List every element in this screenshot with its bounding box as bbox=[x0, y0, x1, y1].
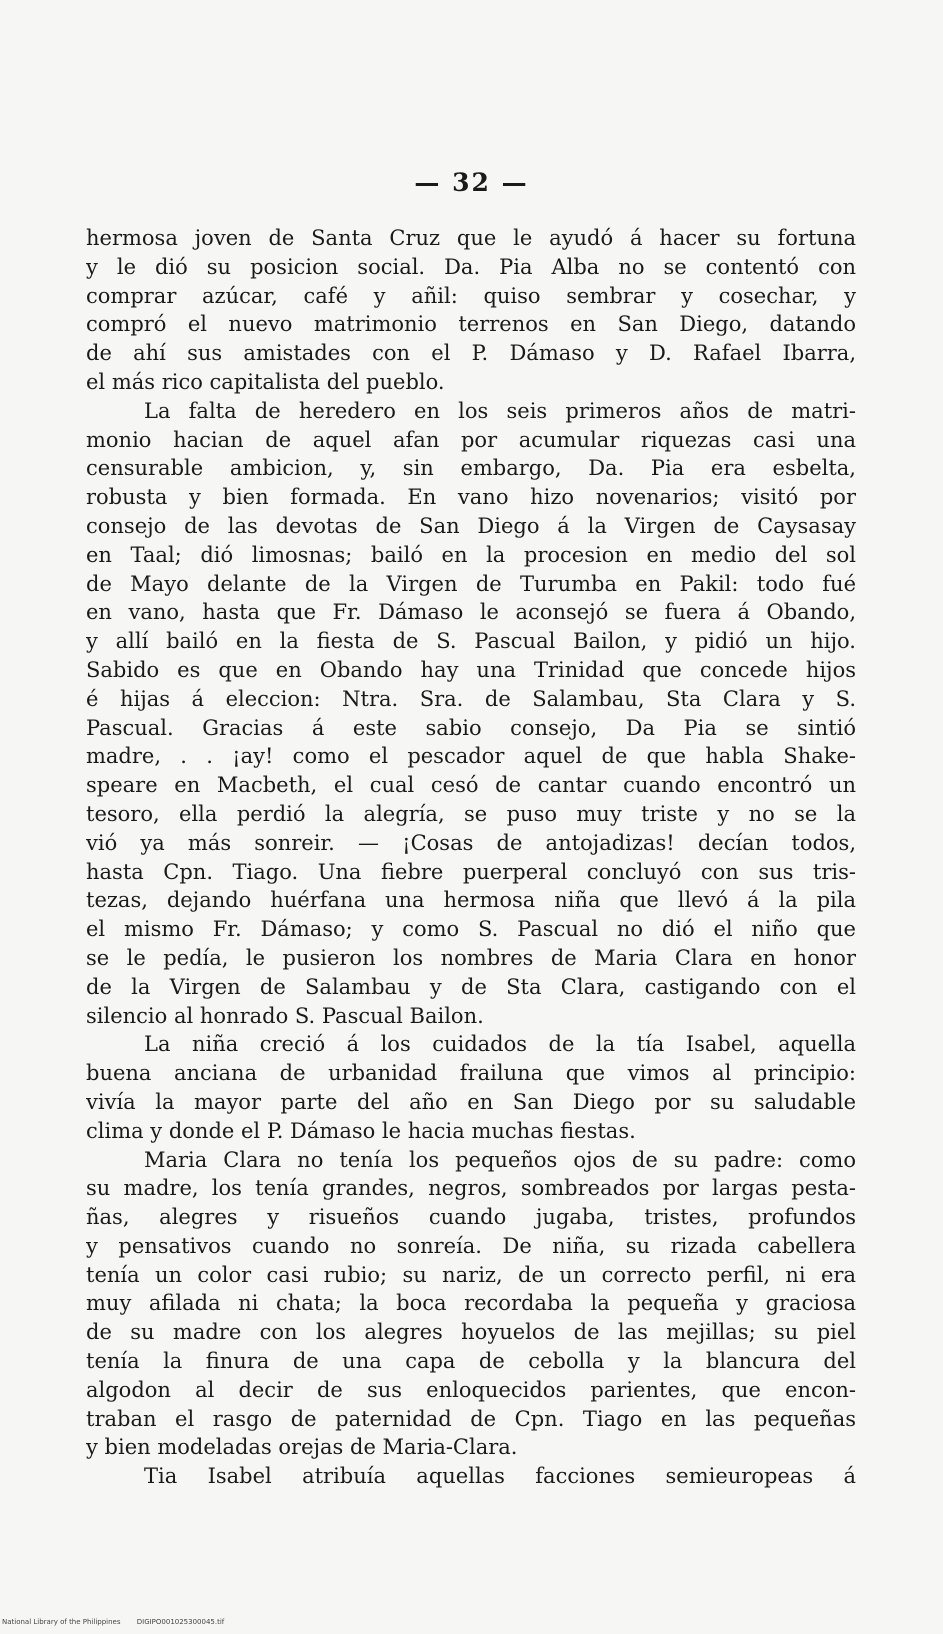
text-line: La falta de heredero en los seis primeros años de matri- bbox=[144, 398, 856, 423]
text-line: madre, . . ¡ay! como el pescador aquel de que habla Shake- bbox=[86, 744, 856, 769]
text-line: el más rico capitalista del pueblo. bbox=[86, 369, 445, 394]
text-line: tesoro, ella perdió la alegría, se puso muy triste y no se la bbox=[86, 801, 856, 826]
text-line: traban el rasgo de paternidad de Cpn. Tiago en las pequeñas bbox=[86, 1406, 856, 1431]
text-line: compró el nuevo matrimonio terrenos en San Diego, datando bbox=[86, 312, 856, 337]
text-line: y pensativos cuando no sonreía. De niña, su rizada cabellera bbox=[86, 1233, 856, 1258]
text-line: comprar azúcar, café y añil: quiso sembrar y cosechar, y bbox=[86, 283, 856, 308]
file-code: DIGIPO001025300045.tif bbox=[136, 1618, 225, 1626]
text-line: hasta Cpn. Tiago. Una fiebre puerperal concluyó con sus tris- bbox=[86, 859, 856, 884]
text-line: La niña creció á los cuidados de la tía Isabel, aquella bbox=[144, 1032, 856, 1057]
text-line: vió ya más sonreir. — ¡Cosas de antojadizas! decían todos, bbox=[86, 830, 856, 855]
text-line: de su madre con los alegres hoyuelos de las mejillas; su piel bbox=[86, 1320, 856, 1345]
text-line: tenía la finura de una capa de cebolla y la blancura del bbox=[86, 1349, 856, 1374]
text-line: ñas, alegres y risueños cuando jugaba, tristes, profundos bbox=[86, 1205, 856, 1230]
text-line: algodon al decir de sus enloquecidos parientes, que encon- bbox=[86, 1377, 856, 1402]
text-line: tezas, dejando huérfana una hermosa niña que llevó á la pila bbox=[86, 888, 856, 913]
text-line: clima y donde el P. Dámaso le hacia muchas fiestas. bbox=[86, 1118, 636, 1143]
text-line: se le pedía, le pusieron los nombres de Maria Clara en honor bbox=[86, 945, 856, 970]
text-line: silencio al honrado S. Pascual Bailon. bbox=[86, 1003, 484, 1028]
text-line: Maria Clara no tenía los pequeños ojos de su padre: como bbox=[144, 1147, 856, 1172]
text-line: monio hacian de aquel afan por acumular riquezas casi una bbox=[86, 427, 856, 452]
text-body bbox=[86, 224, 856, 1491]
text-line: y allí bailó en la fiesta de S. Pascual Bailon, y pidió un hijo. bbox=[86, 629, 856, 654]
scan-footer bbox=[2, 1618, 238, 1626]
page-number: — 32 — bbox=[414, 168, 529, 197]
text-line: Tia Isabel atribuía aquellas facciones semieuropeas á bbox=[144, 1464, 856, 1489]
text-line: de Mayo delante de la Virgen de Turumba en Pakil: todo fué bbox=[86, 571, 856, 596]
text-line: y bien modeladas orejas de Maria-Clara. bbox=[86, 1435, 518, 1460]
text-line: censurable ambicion, y, sin embargo, Da. Pia era esbelta, bbox=[86, 456, 856, 481]
library-credit: National Library of the Philippines bbox=[2, 1618, 121, 1626]
text-line: vivía la mayor parte del año en San Diego por su saludable bbox=[86, 1089, 856, 1114]
text-line: hermosa joven de Santa Cruz que le ayudó á hacer su fortuna bbox=[86, 226, 856, 250]
text-line: el mismo Fr. Dámaso; y como S. Pascual no dió el niño que bbox=[86, 917, 856, 942]
text-line: muy afilada ni chata; la boca recordaba la pequeña y graciosa bbox=[86, 1291, 856, 1316]
text-line: y le dió su posicion social. Da. Pia Alba no se contentó con bbox=[86, 254, 856, 279]
text-line: speare en Macbeth, el cual cesó de cantar cuando encontró un bbox=[86, 773, 856, 798]
text-line: Sabido es que en Obando hay una Trinidad que concede hijos bbox=[86, 657, 856, 682]
text-line: consejo de las devotas de San Diego á la Virgen de Caysasay bbox=[86, 513, 856, 538]
text-line: tenía un color casi rubio; su nariz, de un correcto perfil, ni era bbox=[86, 1262, 856, 1287]
text-line: é hijas á eleccion: Ntra. Sra. de Salambau, Sta Clara y S. bbox=[86, 686, 856, 711]
text-line: robusta y bien formada. En vano hizo novenarios; visitó por bbox=[86, 485, 856, 510]
text-line: en Taal; dió limosnas; bailó en la procesion en medio del sol bbox=[86, 542, 856, 567]
text-line: Pascual. Gracias á este sabio consejo, Da Pia se sintió bbox=[86, 715, 856, 740]
text-line: en vano, hasta que Fr. Dámaso le aconsejó se fuera á Obando, bbox=[86, 600, 856, 625]
text-line: de la Virgen de Salambau y de Sta Clara, castigando con el bbox=[86, 974, 856, 999]
text-line: su madre, los tenía grandes, negros, sombreados por largas pesta- bbox=[86, 1176, 856, 1201]
text-line: buena anciana de urbanidad frailuna que vimos al principio: bbox=[86, 1061, 856, 1086]
text-line: de ahí sus amistades con el P. Dámaso y D. Rafael Ibarra, bbox=[86, 341, 856, 366]
